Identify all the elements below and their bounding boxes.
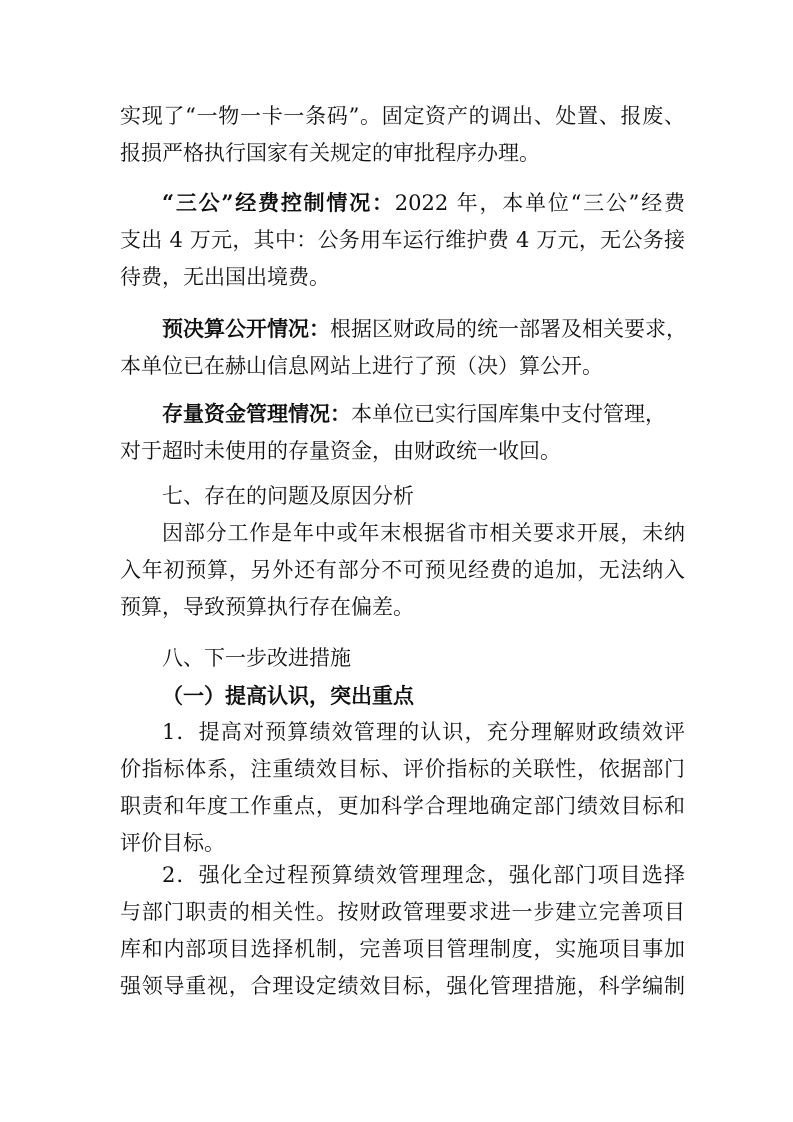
text-line: 因部分工作是年中或年末根据省市相关要求开展，未纳 <box>162 521 685 545</box>
paragraph-asset-management <box>120 98 685 172</box>
text-line: 本单位已在赫山信息网站上进行了预（决）算公开。 <box>120 354 603 378</box>
text-line: 2．强化全过程预算绩效管理理念，强化部门项目选择 <box>162 863 685 887</box>
paragraph-lead-rest: 2022 年，本单位“三公”经费 <box>394 191 685 215</box>
paragraph-lead: 预决算公开情况： <box>162 316 330 341</box>
paragraph-lead-rest: 本单位已实行国库集中支付管理， <box>351 402 666 426</box>
paragraph-lead-rest: 根据区财政局的统一部署及相关要求， <box>330 317 687 341</box>
text-line <box>120 395 685 433</box>
paragraph-problems <box>120 515 685 626</box>
text-line: 待费，无出国出境费。 <box>120 265 330 289</box>
subsection-heading-8-1: （一）提高认识，突出重点 <box>162 683 414 708</box>
text-line <box>120 310 685 348</box>
text-line: 与部门职责的相关性。按财政管理要求进一步建立完善项目 <box>120 900 685 924</box>
paragraph-three-public-expenses <box>120 184 685 296</box>
section-heading-7: 七、存在的问题及原因分析 <box>162 484 414 508</box>
text-line: 实现了“一物一卡一条码”。固定资产的调出、处置、报废、 <box>120 104 685 128</box>
text-line: 强领导重视，合理设定绩效目标，强化管理措施，科学编制 <box>120 974 685 998</box>
text-line: 支出 4 万元，其中：公务用车运行维护费 4 万元，无公务接 <box>120 228 685 252</box>
text-line: 入年初预算，另外还有部分不可预见经费的追加，无法纳入 <box>120 558 685 582</box>
text-line: 1．提高对预算绩效管理的认识，充分理解财政绩效评 <box>162 720 685 744</box>
paragraph-measure-1 <box>120 714 685 862</box>
paragraph-lead: 存量资金管理情况： <box>162 401 351 426</box>
text-line: 报损严格执行国家有关规定的审批程序办理。 <box>120 141 540 165</box>
text-line: 价指标体系，注重绩效目标、评价指标的关联性，依据部门 <box>120 757 685 781</box>
paragraph-budget-disclosure <box>120 310 685 385</box>
text-line: 预算，导致预算执行存在偏差。 <box>120 595 414 619</box>
text-line: 评价目标。 <box>120 831 225 855</box>
section-heading-8: 八、下一步改进措施 <box>162 646 351 670</box>
text-line: 库和内部项目选择机制，完善项目管理制度，实施项目事加 <box>120 937 685 961</box>
text-line: 职责和年度工作重点，更加科学合理地确定部门绩效目标和 <box>120 794 685 818</box>
paragraph-measure-2 <box>120 857 685 1005</box>
paragraph-lead: “三公”经费控制情况： <box>162 190 395 215</box>
text-line: 对于超时未使用的存量资金，由财政统一收回。 <box>120 439 561 463</box>
paragraph-idle-funds <box>120 395 685 470</box>
text-line <box>120 184 685 222</box>
